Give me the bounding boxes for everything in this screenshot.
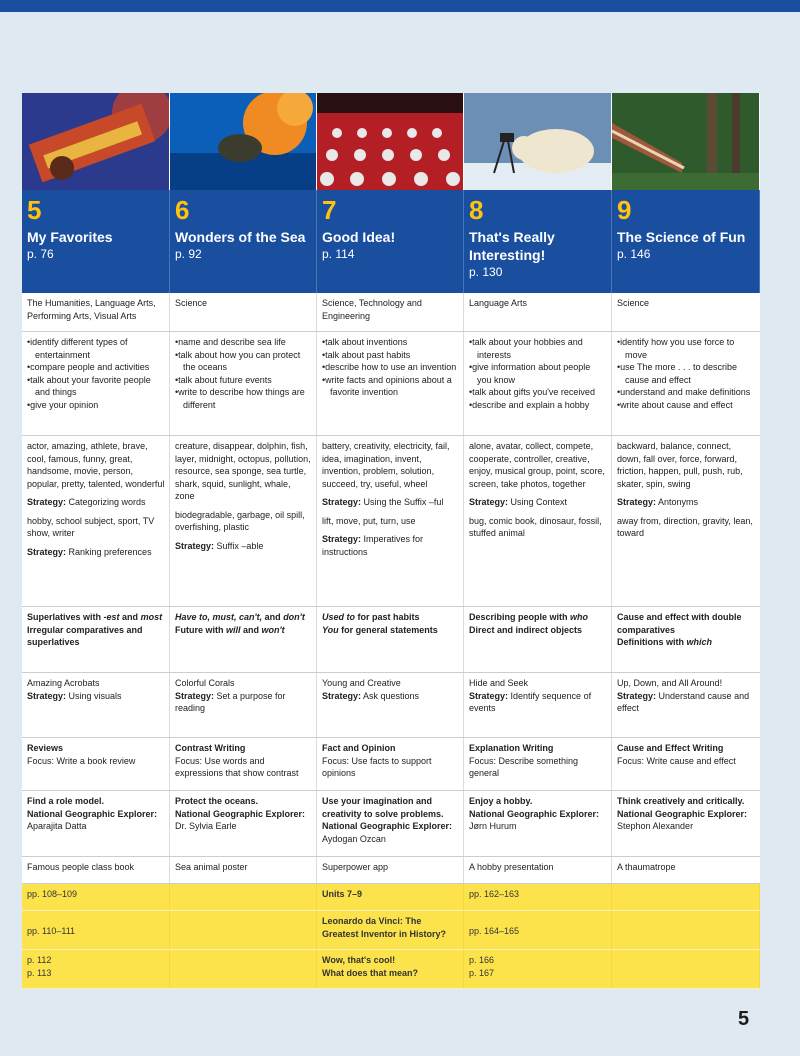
goal-item: • give information about people you know <box>469 361 607 386</box>
vocab-strategy: Strategy: Using the Suffix –ful <box>322 497 444 507</box>
writing-cell: Contrast Writing Focus: Use words and expressions that show contrast <box>170 738 317 790</box>
empty-cell <box>170 884 317 910</box>
mission-cell: Think creatively and critically. National Geographic Explorer: Stephon Alexander <box>612 791 760 856</box>
goal-item: • understand and make definitions <box>617 386 756 399</box>
unit-title: My Favorites <box>27 229 113 245</box>
subject-cell: The Humanities, Language Arts, Performing Arts, Visual Arts <box>22 293 170 331</box>
goals-cell <box>612 332 760 435</box>
goal-item: • talk about future events <box>175 374 312 387</box>
grammar-cell: Have to, must, can't, and don't Future with will and won't <box>170 607 317 672</box>
project-cell: Famous people class book <box>22 857 170 883</box>
goal-item: • identify how you use force to move <box>617 336 756 361</box>
reading-cell: Hide and Seek Strategy: Identify sequence of events <box>464 673 612 737</box>
unit-title: Good Idea! <box>322 229 396 245</box>
vocab-words-2: hobby, school subject, sport, TV show, writer <box>27 515 155 538</box>
unit-page: p. 146 <box>617 247 651 261</box>
goal-item: • talk about your favorite people and things <box>27 374 165 399</box>
grammar-cell: Cause and effect with double comparatives Definitions with which <box>612 607 760 672</box>
review-pages: pp. 108–109 <box>22 884 170 910</box>
goal-item: • identify different types of entertainment <box>27 336 165 361</box>
writing-cell: Reviews Focus: Write a book review <box>22 738 170 790</box>
unit-8-photo <box>464 93 612 190</box>
scope-and-sequence-table <box>22 93 760 989</box>
unit-title: That's Really Interesting! <box>469 229 555 263</box>
goal-item: • talk about how you can protect the oceans <box>175 349 312 374</box>
grammar-cell: Used to for past habits You for general statements <box>317 607 464 672</box>
goal-item: • write to describe how things are different <box>175 386 312 411</box>
unit-number: 9 <box>617 195 632 225</box>
reading-cell: Up, Down, and All Around! Strategy: Understand cause and effect <box>612 673 760 737</box>
unit-6-heading <box>170 190 317 293</box>
vocab-words: battery, creativity, electricity, fail, idea, imagination, invent, invention, problem, solution, succeed, try, useful, wheel <box>322 441 450 489</box>
mission-row <box>22 791 760 857</box>
grammar-cell: Superlatives with -est and most Irregular comparatives and superlatives <box>22 607 170 672</box>
unit-number: 7 <box>322 195 337 225</box>
unit-page: p. 114 <box>322 247 355 261</box>
vocab-cell <box>170 436 317 606</box>
vocab-strategy-2: Strategy: Suffix –able <box>175 540 264 551</box>
goals-cell <box>464 332 612 435</box>
review-pages: pp. 162–163 <box>464 884 612 910</box>
unit-page: p. 130 <box>469 265 503 279</box>
subjects-row <box>22 293 760 332</box>
page-number: 5 <box>738 1008 750 1030</box>
vocab-cell <box>22 436 170 606</box>
subject-cell: Science <box>612 293 760 331</box>
empty-cell <box>170 950 317 988</box>
reading-cell: Amazing Acrobats Strategy: Using visuals <box>22 673 170 737</box>
vocab-words: backward, balance, connect, down, fall over, force, forward, friction, happen, pull, push, rub, skater, spin, swing <box>617 441 743 489</box>
expressions-row <box>22 950 760 989</box>
vocab-words-2: bug, comic book, dinosaur, fossil, stuffed animal <box>469 515 602 538</box>
goal-item: • talk about your hobbies and interests <box>469 336 607 361</box>
video-row <box>22 911 760 950</box>
goal-item: • write about cause and effect <box>617 399 756 412</box>
reading-row <box>22 673 760 738</box>
vocab-strategy: Strategy: Antonyms <box>617 497 699 507</box>
review-units: Units 7–9 <box>317 884 464 910</box>
goal-item: • describe and explain a hobby <box>469 399 607 412</box>
review-row <box>22 884 760 911</box>
vocab-strategy-2: Strategy: Imperatives for instructions <box>322 534 424 557</box>
expressions-pages: p. 112 p. 113 <box>22 950 170 988</box>
goal-item: • describe how to use an invention <box>322 361 459 374</box>
writing-cell: Explanation Writing Focus: Describe something general <box>464 738 612 790</box>
unit-7-photo <box>317 93 464 190</box>
writing-cell: Cause and Effect Writing Focus: Write cause and effect <box>612 738 760 790</box>
vocab-words: actor, amazing, athlete, brave, cool, famous, funny, great, handsome, movie, person, popular, pretty, talented, wonderful <box>27 441 165 489</box>
vocab-words: creature, disappear, dolphin, fish, layer, midnight, octopus, pollution, resource, sea sponge, sea turtle, shark, squid, sunlight, whale, zone <box>175 441 311 501</box>
project-cell: Sea animal poster <box>170 857 317 883</box>
top-blue-band <box>0 0 800 12</box>
unit-6-photo <box>170 93 317 190</box>
vocabulary-row <box>22 436 760 607</box>
unit-title: The Science of Fun <box>617 229 746 245</box>
vocab-cell <box>464 436 612 606</box>
writing-cell: Fact and Opinion Focus: Use facts to support opinions <box>317 738 464 790</box>
mission-cell: Protect the oceans. National Geographic Explorer: Dr. Sylvia Earle <box>170 791 317 856</box>
video-pages: pp. 164–165 <box>464 911 612 949</box>
grammar-row <box>22 607 760 673</box>
unit-number: 8 <box>469 195 484 225</box>
reading-cell: Colorful Corals Strategy: Set a purpose for reading <box>170 673 317 737</box>
empty-cell <box>612 884 760 910</box>
expressions-titles: Wow, that's cool! What does that mean? <box>317 950 464 988</box>
goals-cell <box>317 332 464 435</box>
vocab-words: alone, avatar, collect, compete, cooperate, controller, creative, enjoy, musical group, point, score, screen, take photos, together <box>469 441 605 489</box>
goal-item: • talk about inventions <box>322 336 459 349</box>
goal-item: • name and describe sea life <box>175 336 312 349</box>
goals-row <box>22 332 760 436</box>
unit-titles-row <box>22 190 760 293</box>
mission-cell: Find a role model. National Geographic Explorer: Aparajita Datta <box>22 791 170 856</box>
unit-title: Wonders of the Sea <box>175 229 306 245</box>
reading-cell: Young and Creative Strategy: Ask questions <box>317 673 464 737</box>
video-pages: pp. 110–111 <box>22 911 170 949</box>
unit-7-heading <box>317 190 464 293</box>
subject-cell: Science <box>170 293 317 331</box>
unit-number: 6 <box>175 195 190 225</box>
mission-cell: Use your imagination and creativity to solve problems. National Geographic Explorer: Aydogan Ozcan <box>317 791 464 856</box>
unit-8-heading <box>464 190 612 293</box>
unit-9-photo <box>612 93 760 190</box>
vocab-strategy: Strategy: Using Context <box>469 497 568 507</box>
unit-images-row <box>22 93 760 190</box>
unit-9-heading <box>612 190 760 293</box>
vocab-strategy-2: Strategy: Ranking preferences <box>27 546 152 557</box>
unit-5-photo <box>22 93 170 190</box>
unit-number: 5 <box>27 195 42 225</box>
mission-cell: Enjoy a hobby. National Geographic Explorer: Jørn Hurum <box>464 791 612 856</box>
subject-cell: Science, Technology and Engineering <box>317 293 464 331</box>
goal-item: • use The more . . . to describe cause and effect <box>617 361 756 386</box>
project-cell: Superpower app <box>317 857 464 883</box>
subject-cell: Language Arts <box>464 293 612 331</box>
goal-item: • talk about past habits <box>322 349 459 362</box>
project-cell: A hobby presentation <box>464 857 612 883</box>
vocab-words-2: biodegradable, garbage, oil spill, overfishing, plastic <box>175 509 305 532</box>
goal-item: • write facts and opinions about a favorite invention <box>322 374 459 399</box>
expressions-pages: p. 166 p. 167 <box>464 950 612 988</box>
vocab-words-2: lift, move, put, turn, use <box>322 515 416 526</box>
empty-cell <box>612 950 760 988</box>
vocab-cell <box>612 436 760 606</box>
goal-item: • give your opinion <box>27 399 165 412</box>
video-title: Leonardo da Vinci: The Greatest Inventor in History? <box>317 911 464 949</box>
unit-page: p. 92 <box>175 247 202 261</box>
empty-cell <box>170 911 317 949</box>
vocab-strategy: Strategy: Categorizing words <box>27 497 146 507</box>
goals-cell <box>170 332 317 435</box>
project-cell: A thaumatrope <box>612 857 760 883</box>
empty-cell <box>612 911 760 949</box>
goal-item: • talk about gifts you've received <box>469 386 607 399</box>
project-row <box>22 857 760 884</box>
goal-item: • compare people and activities <box>27 361 165 374</box>
goals-cell <box>22 332 170 435</box>
writing-row <box>22 738 760 791</box>
unit-5-heading <box>22 190 170 293</box>
unit-page: p. 76 <box>27 247 54 261</box>
vocab-words-2: away from, direction, gravity, lean, toward <box>617 515 753 538</box>
grammar-cell: Describing people with who Direct and indirect objects <box>464 607 612 672</box>
vocab-cell <box>317 436 464 606</box>
